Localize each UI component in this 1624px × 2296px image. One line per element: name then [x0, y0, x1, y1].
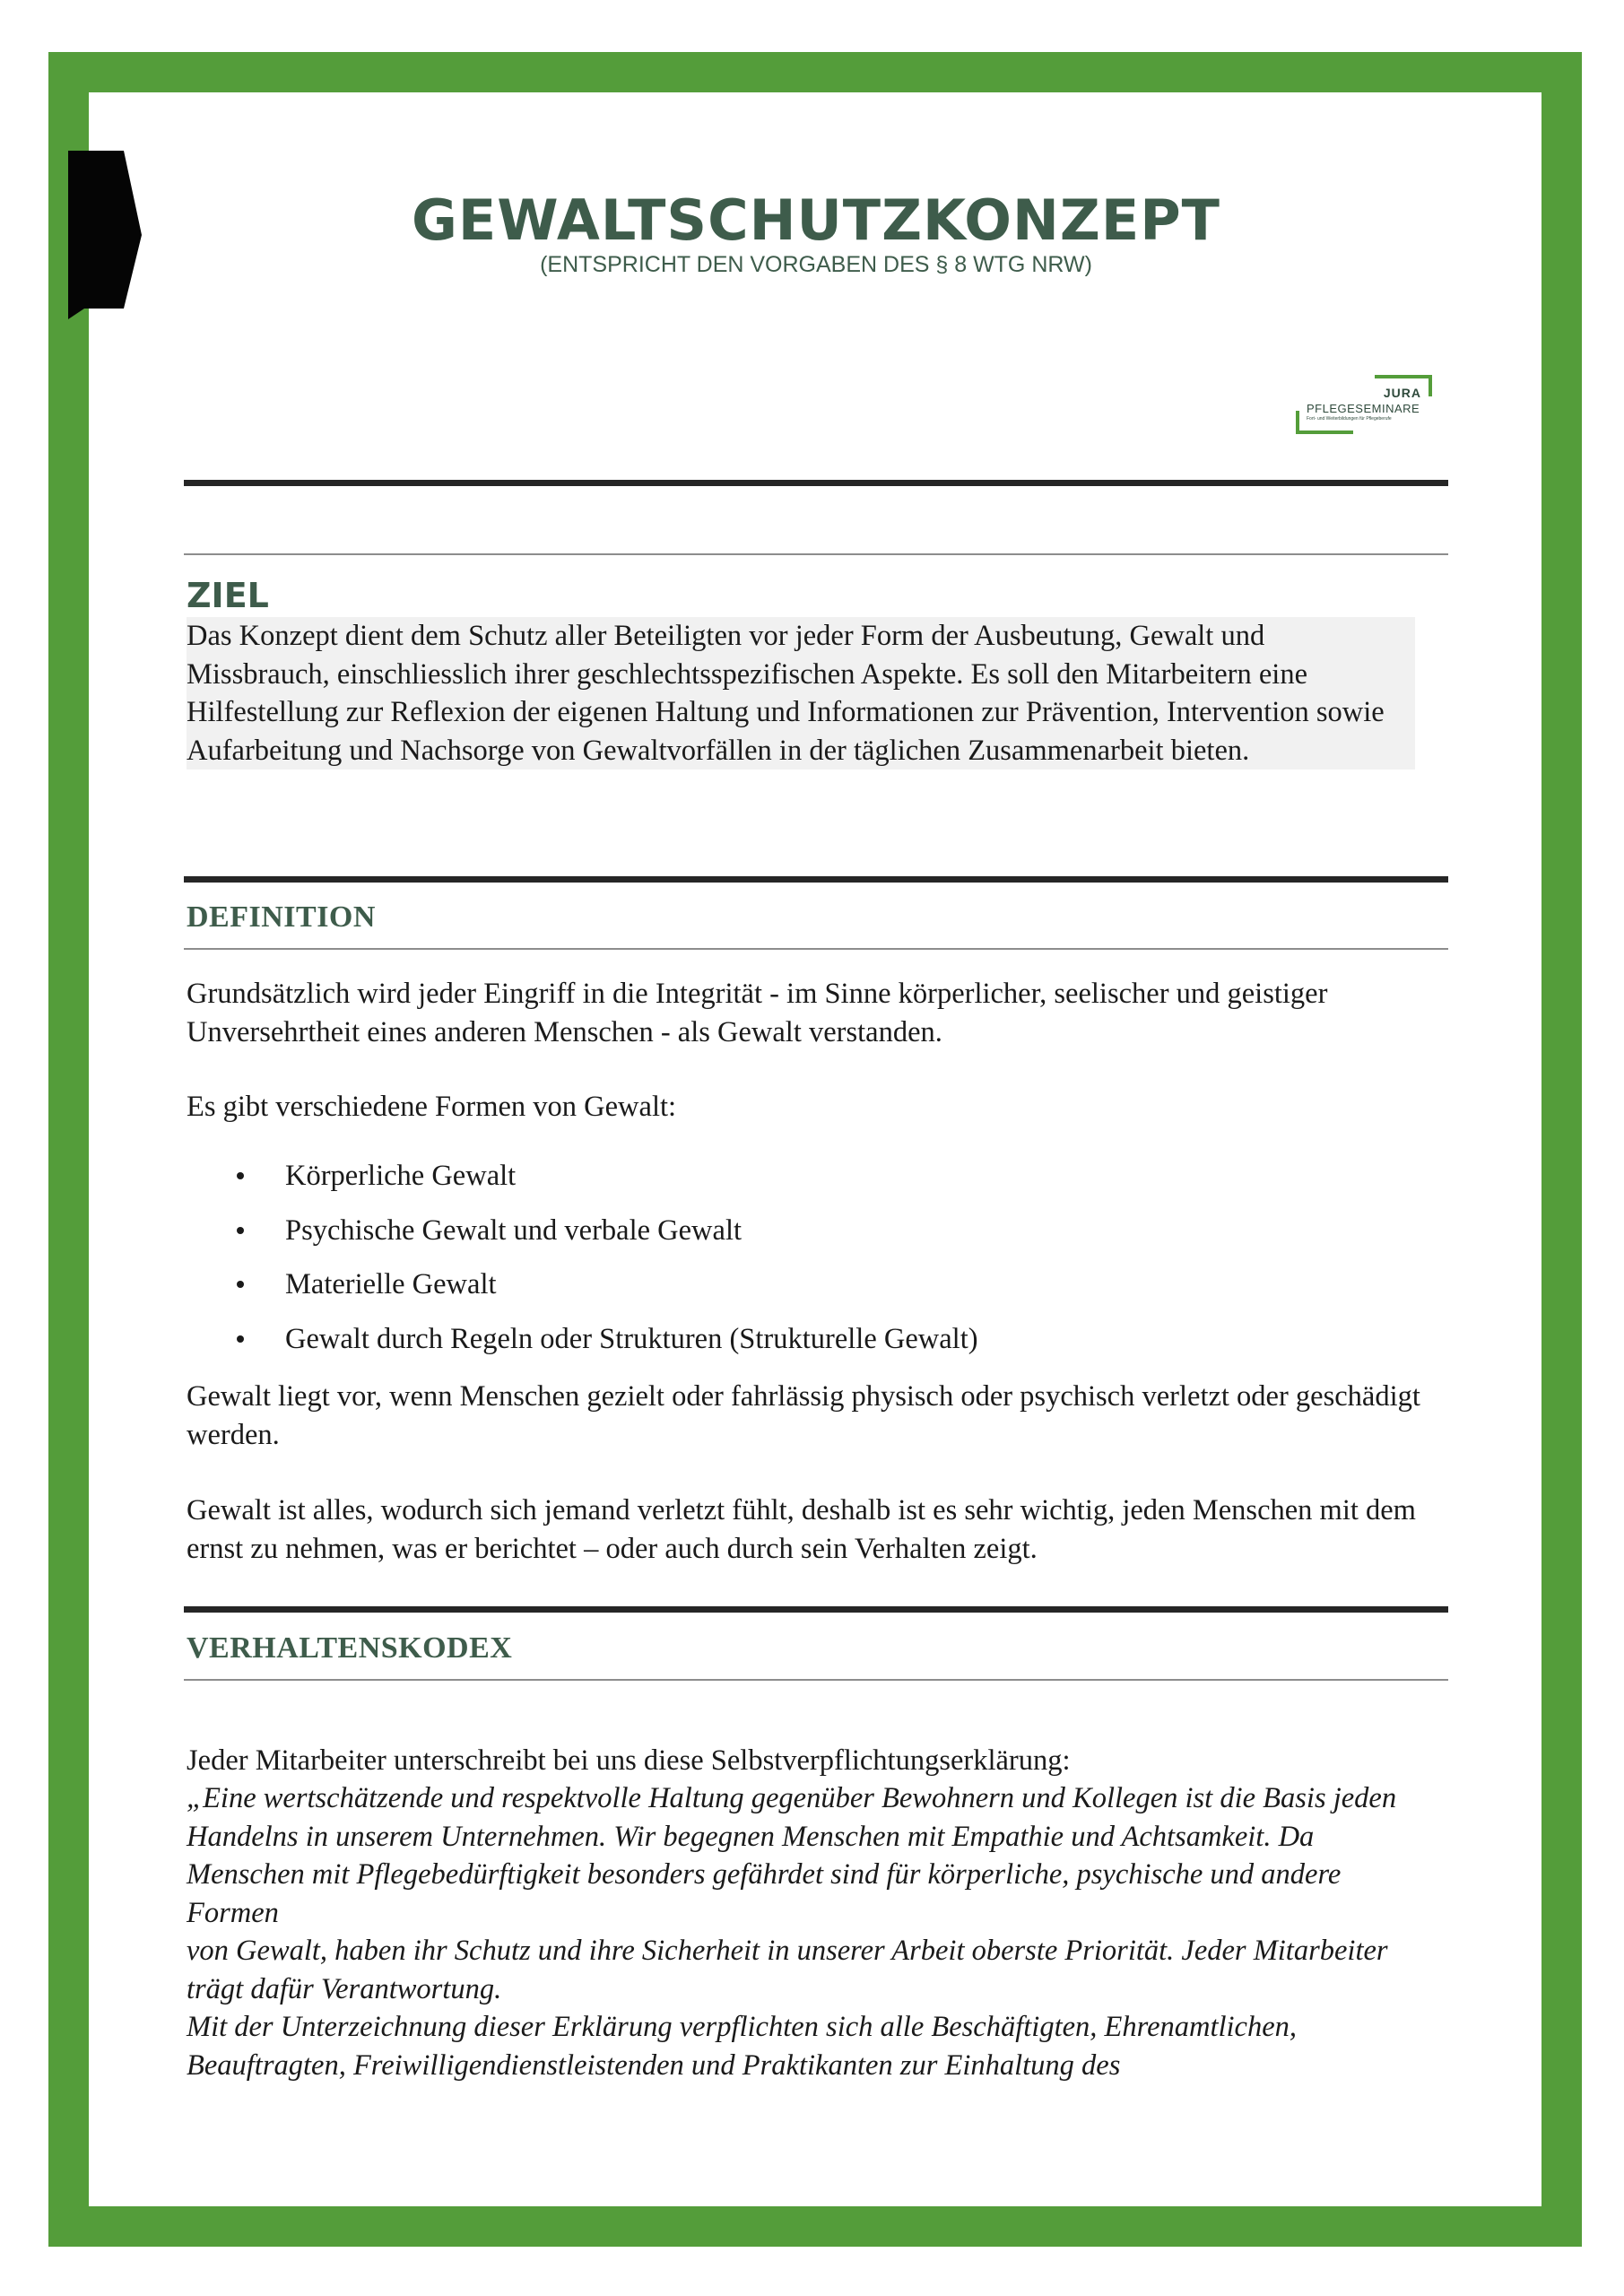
forms-list — [187, 1157, 978, 1374]
kodex-divider-top — [184, 1606, 1448, 1613]
list-item — [187, 1212, 978, 1266]
definition-paragraph-2: Gewalt ist alles, wodurch sich jemand verletzt fühlt, deshalb ist es sehr wichtig, jeden Menschen mit dem ernst zu nehmen, was er berichtet – oder auch durch sein Verhalten zeigt. — [187, 1494, 1416, 1565]
bookmark-tab-icon — [68, 151, 142, 319]
list-item — [187, 1265, 978, 1320]
ziel-divider — [184, 553, 1448, 555]
forms-intro: Es gibt verschiedene Formen von Gewalt: — [187, 1091, 677, 1123]
company-logo — [1296, 375, 1432, 434]
logo-name-text: PFLEGESEMINARE — [1307, 402, 1420, 415]
kodex-quote-part-1: „Eine wertschätzende und respektvolle Haltung gegenüber Bewohnern und Kollegen ist die Basis jeden Handelns in unserem Unternehmen. Wir begegnen Menschen mit Empathie und Achtsamkeit. Da Menschen mit Pflegebedürftigkeit besonders gefährdet sind für körperliche, psychische und andere Formen — [187, 1782, 1397, 1929]
list-item-text: Gewalt durch Regeln oder Strukturen (Strukturelle Gewalt) — [285, 1322, 978, 1355]
bullet-icon — [237, 1172, 244, 1179]
definition-intro: Grundsätzlich wird jeder Eingriff in die Integrität - im Sinne körperlicher, seelischer und geistiger Unversehrtheit eines anderen Menschen - als Gewalt verstanden. — [187, 978, 1328, 1048]
kodex-quote-part-2: von Gewalt, haben ihr Schutz und ihre Sicherheit in unserer Arbeit oberste Priorität. Jeder Mitarbeiter trägt dafür Verantwortung. — [187, 1935, 1388, 2005]
section-heading-definition: DEFINITION — [187, 900, 376, 934]
bullet-icon — [237, 1281, 244, 1288]
list-item-text: Materielle Gewalt — [285, 1268, 497, 1300]
bullet-icon — [237, 1227, 244, 1234]
kodex-quote-part-3: Mit der Unterzeichnung dieser Erklärung verpflichten sich alle Beschäftigten, Ehrenamtlichen, Beauftragten, Freiwilligendienstleistenden und Praktikanten zur Einhaltung des — [187, 2011, 1298, 2082]
section-heading-kodex: VERHALTENSKODEX — [187, 1631, 513, 1665]
definition-divider-bottom — [184, 948, 1448, 950]
ziel-paragraph: Das Konzept dient dem Schutz aller Beteiligten vor jeder Form der Ausbeutung, Gewalt und Missbrauch, einschliesslich ihrer geschlechtsspezifischen Aspekte. Es soll den Mitarbeitern eine Hilfestellung zur Reflexion der eigenen Haltung und Informationen zur Prävention, Intervention sowie Aufarbeitung und Nachsorge von Gewaltvorfällen in der täglichen Zusammenarbeit bieten. — [187, 617, 1415, 770]
list-item — [187, 1320, 978, 1375]
logo-tagline: Fort- und Weiterbildungen für Pflegeberufe — [1307, 416, 1392, 422]
list-item-text: Psychische Gewalt und verbale Gewalt — [285, 1213, 743, 1247]
document-title: GEWALTSCHUTZKONZEPT — [412, 187, 1220, 253]
kodex-intro: Jeder Mitarbeiter unterschreibt bei uns diese Selbstverpflichtungserklärung: — [187, 1744, 1071, 1777]
list-item — [187, 1157, 978, 1212]
kodex-divider-bottom — [184, 1679, 1448, 1681]
header-divider — [184, 480, 1448, 486]
definition-divider-top — [184, 876, 1448, 883]
list-item-text: Körperliche Gewalt — [285, 1160, 517, 1192]
bullet-icon — [237, 1335, 244, 1343]
logo-jura-text: JURA — [1383, 386, 1421, 400]
definition-paragraph-1: Gewalt liegt vor, wenn Menschen gezielt oder fahrlässig physisch oder psychisch verletzt oder geschädigt werden. — [187, 1380, 1420, 1451]
document-subtitle: (ENTSPRICHT DEN VORGABEN DES § 8 WTG NRW) — [540, 252, 1092, 277]
section-heading-ziel: ZIEL — [187, 576, 269, 615]
